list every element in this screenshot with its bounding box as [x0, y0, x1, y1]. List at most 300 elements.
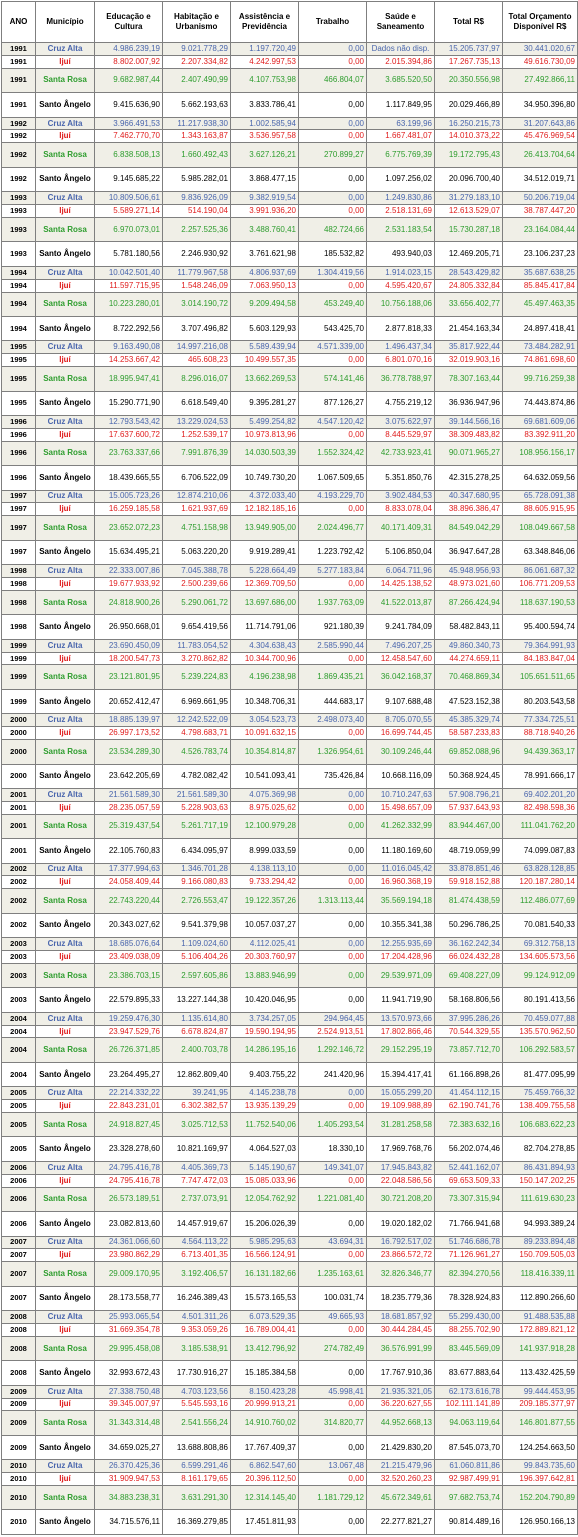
cell-saude: 32.826.346,77 [367, 1262, 435, 1286]
cell-habitacao: 2.400.703,78 [163, 1038, 231, 1062]
table-row [2, 55, 578, 68]
cell-trabalho: 0,00 [299, 1361, 367, 1385]
cell-educacao: 23.328.278,60 [95, 1137, 163, 1161]
cell-orcamento: 126.950.166,13 [503, 1510, 578, 1534]
cell-educacao: 18.885.139,97 [95, 714, 163, 727]
cell-orcamento: 45.476.969,54 [503, 130, 578, 143]
cell-educacao: 39.345.007,97 [95, 1398, 163, 1411]
cell-educacao: 22.743.220,44 [95, 889, 163, 913]
table-row [2, 391, 578, 415]
cell-assistencia: 8.999.033,59 [231, 839, 299, 863]
cell-total: 24.805.332,84 [435, 279, 503, 292]
cell-habitacao: 6.599.291,46 [163, 1460, 231, 1473]
cell-saude: 63.199,96 [367, 117, 435, 130]
cell-assistencia: 4.304.638,43 [231, 639, 299, 652]
cell-habitacao: 17.730.916,27 [163, 1361, 231, 1385]
cell-orcamento: 99.124.912,09 [503, 963, 578, 987]
cell-municipio: Santa Rosa [36, 441, 95, 465]
cell-saude: 41.522.013,87 [367, 590, 435, 614]
cell-total: 62.173.616,78 [435, 1385, 503, 1398]
cell-educacao: 11.597.715,95 [95, 279, 163, 292]
cell-trabalho: 294.964,45 [299, 1012, 367, 1025]
cell-total: 21.454.163,34 [435, 316, 503, 340]
cell-trabalho: 444.683,17 [299, 689, 367, 713]
cell-total: 78.307.163,44 [435, 367, 503, 391]
cell-orcamento: 70.459.077,88 [503, 1012, 578, 1025]
cell-educacao: 28.173.558,77 [95, 1286, 163, 1310]
cell-educacao: 25.319.437,54 [95, 814, 163, 838]
cell-orcamento: 50.206.719,04 [503, 192, 578, 205]
table-row [2, 639, 578, 652]
cell-trabalho: 0,00 [299, 167, 367, 191]
cell-ano: 2003 [2, 938, 36, 951]
cell-orcamento: 45.497.463,35 [503, 292, 578, 316]
cell-ano: 2008 [2, 1311, 36, 1324]
cell-habitacao: 11.783.054,52 [163, 639, 231, 652]
cell-saude: 16.699.744,45 [367, 727, 435, 740]
cell-habitacao: 4.798.683,71 [163, 727, 231, 740]
cell-assistencia: 6.073.529,35 [231, 1311, 299, 1324]
cell-total: 38.896.386,47 [435, 503, 503, 516]
cell-assistencia: 3.536.957,58 [231, 130, 299, 143]
cell-saude: 2.518.131,69 [367, 205, 435, 218]
cell-saude: 22.048.586,56 [367, 1174, 435, 1187]
cell-trabalho: 45.998,41 [299, 1385, 367, 1398]
cell-trabalho: 274.782,49 [299, 1336, 367, 1360]
cell-ano: 2000 [2, 727, 36, 740]
cell-municipio: Santa Rosa [36, 1336, 95, 1360]
cell-assistencia: 5.145.190,67 [231, 1161, 299, 1174]
cell-assistencia: 6.862.547,60 [231, 1460, 299, 1473]
cell-saude: 9.107.688,48 [367, 689, 435, 713]
cell-orcamento: 70.081.540,33 [503, 913, 578, 937]
cell-ano: 2001 [2, 814, 36, 838]
cell-trabalho: 1.326.954,61 [299, 740, 367, 764]
header-assistencia: Assistência e Previdência [231, 2, 299, 43]
cell-municipio: Cruz Alta [36, 192, 95, 205]
cell-ano: 2010 [2, 1473, 36, 1486]
cell-orcamento: 74.099.087,83 [503, 839, 578, 863]
cell-total: 55.299.430,00 [435, 1311, 503, 1324]
cell-ano: 1996 [2, 428, 36, 441]
cell-assistencia: 15.206.026,39 [231, 1212, 299, 1236]
cell-municipio: Cruz Alta [36, 341, 95, 354]
cell-saude: 14.425.138,52 [367, 578, 435, 591]
cell-municipio: Santa Rosa [36, 1411, 95, 1435]
cell-assistencia: 16.566.124,91 [231, 1249, 299, 1262]
header-trabalho: Trabalho [299, 2, 367, 43]
cell-educacao: 23.264.495,27 [95, 1062, 163, 1086]
cell-total: 28.543.429,82 [435, 266, 503, 279]
cell-saude: 10.355.341,38 [367, 913, 435, 937]
table-body [2, 43, 578, 1535]
table-row [2, 1025, 578, 1038]
cell-educacao: 6.970.073,01 [95, 217, 163, 241]
cell-total: 47.523.152,38 [435, 689, 503, 713]
header-saude: Saúde e Saneamento [367, 2, 435, 43]
cell-total: 72.383.632,16 [435, 1113, 503, 1137]
cell-habitacao: 1.660.492,43 [163, 143, 231, 167]
cell-ano: 1994 [2, 292, 36, 316]
cell-trabalho: 2.585.990,44 [299, 639, 367, 652]
cell-trabalho: 0,00 [299, 117, 367, 130]
table-row [2, 1473, 578, 1486]
cell-habitacao: 9.353.059,26 [163, 1323, 231, 1336]
cell-orcamento: 23.164.084,44 [503, 217, 578, 241]
cell-total: 50.368.924,45 [435, 764, 503, 788]
cell-saude: 7.496.207,25 [367, 639, 435, 652]
table-row [2, 565, 578, 578]
cell-total: 35.817.922,44 [435, 341, 503, 354]
cell-trabalho: 0,00 [299, 279, 367, 292]
cell-total: 58.587.233,83 [435, 727, 503, 740]
cell-educacao: 22.105.760,83 [95, 839, 163, 863]
cell-ano: 1992 [2, 130, 36, 143]
cell-saude: 17.969.768,76 [367, 1137, 435, 1161]
cell-saude: 4.595.420,67 [367, 279, 435, 292]
cell-saude: 493.940,03 [367, 242, 435, 266]
cell-ano: 1994 [2, 279, 36, 292]
cell-orcamento: 141.937.918,28 [503, 1336, 578, 1360]
cell-habitacao: 5.261.717,19 [163, 814, 231, 838]
cell-assistencia: 16.131.182,66 [231, 1262, 299, 1286]
cell-trabalho: 0,00 [299, 727, 367, 740]
cell-saude: 12.458.547,60 [367, 652, 435, 665]
cell-ano: 1999 [2, 639, 36, 652]
cell-saude: 36.576.991,99 [367, 1336, 435, 1360]
cell-trabalho: 0,00 [299, 1473, 367, 1486]
cell-ano: 1991 [2, 93, 36, 117]
cell-habitacao: 4.703.123,56 [163, 1385, 231, 1398]
cell-ano: 2002 [2, 876, 36, 889]
cell-educacao: 23.386.703,15 [95, 963, 163, 987]
cell-trabalho: 466.804,07 [299, 68, 367, 92]
table-row [2, 727, 578, 740]
cell-total: 36.162.242,34 [435, 938, 503, 951]
cell-orcamento: 78.991.666,17 [503, 764, 578, 788]
cell-orcamento: 91.488.535,88 [503, 1311, 578, 1324]
table-row [2, 428, 578, 441]
cell-municipio: Cruz Alta [36, 639, 95, 652]
cell-municipio: Ijuí [36, 1249, 95, 1262]
cell-total: 58.168.806,56 [435, 988, 503, 1012]
cell-ano: 1995 [2, 391, 36, 415]
cell-ano: 2006 [2, 1174, 36, 1187]
cell-educacao: 19.677.933,92 [95, 578, 163, 591]
cell-trabalho: 0,00 [299, 192, 367, 205]
cell-total: 83.944.467,00 [435, 814, 503, 838]
cell-total: 36.936.947,96 [435, 391, 503, 415]
cell-saude: 15.498.657,09 [367, 801, 435, 814]
cell-orcamento: 64.632.059,56 [503, 466, 578, 490]
cell-habitacao: 9.166.080,83 [163, 876, 231, 889]
cell-saude: 30.444.284,45 [367, 1323, 435, 1336]
cell-habitacao: 11.779.967,58 [163, 266, 231, 279]
cell-total: 69.408.227,09 [435, 963, 503, 987]
cell-trabalho: 0,00 [299, 1435, 367, 1459]
cell-total: 19.172.795,43 [435, 143, 503, 167]
header-row [2, 2, 578, 43]
table-row [2, 1486, 578, 1510]
cell-ano: 1998 [2, 615, 36, 639]
cell-total: 52.441.162,07 [435, 1161, 503, 1174]
cell-habitacao: 9.541.379,98 [163, 913, 231, 937]
cell-habitacao: 9.021.778,29 [163, 43, 231, 56]
cell-trabalho: 1.223.792,42 [299, 540, 367, 564]
table-row [2, 1212, 578, 1236]
cell-total: 38.309.483,82 [435, 428, 503, 441]
cell-trabalho: 0,00 [299, 839, 367, 863]
cell-saude: 1.097.256,02 [367, 167, 435, 191]
cell-orcamento: 74.861.698,60 [503, 354, 578, 367]
cell-assistencia: 3.054.523,73 [231, 714, 299, 727]
cell-ano: 2001 [2, 839, 36, 863]
table-row [2, 503, 578, 516]
cell-municipio: Santo Ângelo [36, 913, 95, 937]
cell-educacao: 18.995.947,41 [95, 367, 163, 391]
table-row [2, 292, 578, 316]
cell-total: 73.857.712,70 [435, 1038, 503, 1062]
cell-trabalho: 13.067,48 [299, 1460, 367, 1473]
cell-habitacao: 14.997.216,08 [163, 341, 231, 354]
cell-orcamento: 38.787.447,20 [503, 205, 578, 218]
cell-assistencia: 10.057.037,27 [231, 913, 299, 937]
table-row [2, 1249, 578, 1262]
cell-educacao: 8.722.292,56 [95, 316, 163, 340]
cell-educacao: 23.652.072,23 [95, 516, 163, 540]
cell-assistencia: 20.396.112,50 [231, 1473, 299, 1486]
cell-saude: 6.801.070,16 [367, 354, 435, 367]
cell-municipio: Santa Rosa [36, 68, 95, 92]
cell-assistencia: 13.883.946,99 [231, 963, 299, 987]
cell-municipio: Ijuí [36, 1025, 95, 1038]
cell-trabalho: 1.235.163,61 [299, 1262, 367, 1286]
cell-orcamento: 77.334.725,51 [503, 714, 578, 727]
table-row [2, 279, 578, 292]
cell-habitacao: 10.821.169,97 [163, 1137, 231, 1161]
cell-habitacao: 2.500.239,66 [163, 578, 231, 591]
cell-municipio: Ijuí [36, 279, 95, 292]
cell-trabalho: 0,00 [299, 863, 367, 876]
cell-trabalho: 0,00 [299, 938, 367, 951]
cell-educacao: 21.561.589,30 [95, 788, 163, 801]
cell-educacao: 20.652.412,47 [95, 689, 163, 713]
table-row [2, 441, 578, 465]
cell-habitacao: 1.343.163,87 [163, 130, 231, 143]
cell-orcamento: 111.041.762,20 [503, 814, 578, 838]
cell-orcamento: 95.400.594,74 [503, 615, 578, 639]
cell-total: 73.307.315,94 [435, 1187, 503, 1211]
cell-total: 87.266.424,94 [435, 590, 503, 614]
cell-assistencia: 12.054.762,92 [231, 1187, 299, 1211]
cell-total: 49.860.340,73 [435, 639, 503, 652]
cell-municipio: Cruz Alta [36, 863, 95, 876]
table-row [2, 839, 578, 863]
cell-ano: 2010 [2, 1510, 36, 1534]
cell-habitacao: 2.597.605,86 [163, 963, 231, 987]
cell-assistencia: 11.752.540,06 [231, 1113, 299, 1137]
cell-orcamento: 73.484.282,91 [503, 341, 578, 354]
cell-habitacao: 12.862.809,40 [163, 1062, 231, 1086]
cell-educacao: 23.980.862,29 [95, 1249, 163, 1262]
cell-orcamento: 112.486.077,69 [503, 889, 578, 913]
cell-educacao: 22.579.895,33 [95, 988, 163, 1012]
cell-educacao: 15.005.723,26 [95, 490, 163, 503]
cell-trabalho: 1.221.081,40 [299, 1187, 367, 1211]
cell-total: 12.613.529,07 [435, 205, 503, 218]
cell-assistencia: 3.833.786,41 [231, 93, 299, 117]
cell-habitacao: 12.242.522,09 [163, 714, 231, 727]
cell-habitacao: 6.969.661,95 [163, 689, 231, 713]
cell-trabalho: 482.724,66 [299, 217, 367, 241]
cell-total: 62.190.741,76 [435, 1100, 503, 1113]
cell-trabalho: 0,00 [299, 788, 367, 801]
cell-educacao: 24.361.066,60 [95, 1236, 163, 1249]
cell-assistencia: 9.382.919,54 [231, 192, 299, 205]
cell-assistencia: 8.975.025,62 [231, 801, 299, 814]
cell-municipio: Santa Rosa [36, 665, 95, 689]
table-row [2, 1361, 578, 1385]
cell-educacao: 16.259.185,58 [95, 503, 163, 516]
table-row [2, 615, 578, 639]
cell-total: 59.918.152,88 [435, 876, 503, 889]
cell-municipio: Ijuí [36, 55, 95, 68]
cell-ano: 2008 [2, 1323, 36, 1336]
cell-municipio: Santa Rosa [36, 1113, 95, 1137]
table-row [2, 801, 578, 814]
cell-assistencia: 5.228.664,49 [231, 565, 299, 578]
cell-saude: 36.220.627,55 [367, 1398, 435, 1411]
cell-assistencia: 4.242.997,53 [231, 55, 299, 68]
cell-ano: 1994 [2, 316, 36, 340]
cell-municipio: Santo Ângelo [36, 1361, 95, 1385]
cell-assistencia: 3.488.760,41 [231, 217, 299, 241]
cell-total: 81.474.438,59 [435, 889, 503, 913]
cell-ano: 1993 [2, 205, 36, 218]
cell-habitacao: 2.726.553,47 [163, 889, 231, 913]
cell-trabalho: 0,00 [299, 428, 367, 441]
cell-saude: 40.171.409,31 [367, 516, 435, 540]
cell-ano: 1993 [2, 217, 36, 241]
cell-municipio: Santo Ângelo [36, 689, 95, 713]
cell-orcamento: 99.843.735,60 [503, 1460, 578, 1473]
cell-habitacao: 13.229.024,53 [163, 415, 231, 428]
cell-educacao: 24.795.416,78 [95, 1161, 163, 1174]
cell-orcamento: 81.477.095,99 [503, 1062, 578, 1086]
cell-trabalho: 0,00 [299, 503, 367, 516]
cell-total: 12.469.205,71 [435, 242, 503, 266]
table-row [2, 540, 578, 564]
cell-municipio: Ijuí [36, 1473, 95, 1486]
cell-habitacao: 1.135.614,80 [163, 1012, 231, 1025]
cell-educacao: 24.058.409,44 [95, 876, 163, 889]
cell-saude: 32.520.260,23 [367, 1473, 435, 1486]
cell-total: 97.682.753,74 [435, 1486, 503, 1510]
cell-habitacao: 2.207.334,82 [163, 55, 231, 68]
table-row [2, 130, 578, 143]
cell-educacao: 29.995.458,08 [95, 1336, 163, 1360]
cell-saude: 8.445.529,97 [367, 428, 435, 441]
table-row [2, 354, 578, 367]
cell-assistencia: 13.412.796,92 [231, 1336, 299, 1360]
cell-saude: 1.496.437,34 [367, 341, 435, 354]
cell-total: 32.019.903,16 [435, 354, 503, 367]
cell-municipio: Cruz Alta [36, 938, 95, 951]
cell-assistencia: 3.734.257,05 [231, 1012, 299, 1025]
cell-assistencia: 17.451.811,93 [231, 1510, 299, 1534]
cell-municipio: Santa Rosa [36, 516, 95, 540]
cell-municipio: Cruz Alta [36, 1012, 95, 1025]
cell-total: 56.202.074,46 [435, 1137, 503, 1161]
cell-saude: 5.351.850,76 [367, 466, 435, 490]
table-row [2, 714, 578, 727]
table-row [2, 1087, 578, 1100]
cell-educacao: 17.377.994,63 [95, 863, 163, 876]
cell-total: 33.656.402,77 [435, 292, 503, 316]
cell-orcamento: 35.687.638,25 [503, 266, 578, 279]
cell-assistencia: 3.991.936,20 [231, 205, 299, 218]
cell-total: 51.746.686,78 [435, 1236, 503, 1249]
cell-habitacao: 6.434.095,97 [163, 839, 231, 863]
cell-total: 90.814.489,16 [435, 1510, 503, 1534]
cell-saude: 30.109.246,44 [367, 740, 435, 764]
cell-educacao: 34.659.025,27 [95, 1435, 163, 1459]
cell-municipio: Santo Ângelo [36, 839, 95, 863]
cell-total: 33.878.851,46 [435, 863, 503, 876]
cell-municipio: Santo Ângelo [36, 988, 95, 1012]
cell-trabalho: 0,00 [299, 814, 367, 838]
cell-trabalho: 1.869.435,21 [299, 665, 367, 689]
cell-ano: 1995 [2, 341, 36, 354]
cell-assistencia: 10.499.557,35 [231, 354, 299, 367]
cell-habitacao: 514.190,04 [163, 205, 231, 218]
cell-trabalho: 18.330,10 [299, 1137, 367, 1161]
cell-saude: 8.705.070,55 [367, 714, 435, 727]
cell-orcamento: 69.312.758,13 [503, 938, 578, 951]
cell-orcamento: 49.616.730,09 [503, 55, 578, 68]
cell-total: 14.010.373,22 [435, 130, 503, 143]
cell-orcamento: 108.049.667,58 [503, 516, 578, 540]
cell-trabalho: 43.694,31 [299, 1236, 367, 1249]
cell-ano: 1991 [2, 55, 36, 68]
cell-orcamento: 63.348.846,06 [503, 540, 578, 564]
cell-municipio: Ijuí [36, 876, 95, 889]
cell-ano: 1999 [2, 652, 36, 665]
cell-trabalho: 543.425,70 [299, 316, 367, 340]
cell-assistencia: 4.064.527,03 [231, 1137, 299, 1161]
table-row [2, 1100, 578, 1113]
cell-habitacao: 5.106.404,26 [163, 950, 231, 963]
cell-municipio: Ijuí [36, 1398, 95, 1411]
cell-orcamento: 108.956.156,17 [503, 441, 578, 465]
table-row [2, 665, 578, 689]
cell-trabalho: 4.571.339,00 [299, 341, 367, 354]
cell-municipio: Ijuí [36, 428, 95, 441]
cell-trabalho: 149.341,07 [299, 1161, 367, 1174]
table-row [2, 788, 578, 801]
cell-saude: 21.429.830,20 [367, 1435, 435, 1459]
cell-orcamento: 124.254.663,50 [503, 1435, 578, 1459]
cell-trabalho: 2.498.073,40 [299, 714, 367, 727]
cell-ano: 1996 [2, 466, 36, 490]
cell-habitacao: 7.991.876,39 [163, 441, 231, 465]
cell-total: 15.205.737,97 [435, 43, 503, 56]
cell-ano: 2009 [2, 1435, 36, 1459]
cell-educacao: 9.682.987,44 [95, 68, 163, 92]
cell-habitacao: 8.296.016,07 [163, 367, 231, 391]
cell-saude: 16.792.517,02 [367, 1236, 435, 1249]
cell-total: 69.653.509,33 [435, 1174, 503, 1187]
